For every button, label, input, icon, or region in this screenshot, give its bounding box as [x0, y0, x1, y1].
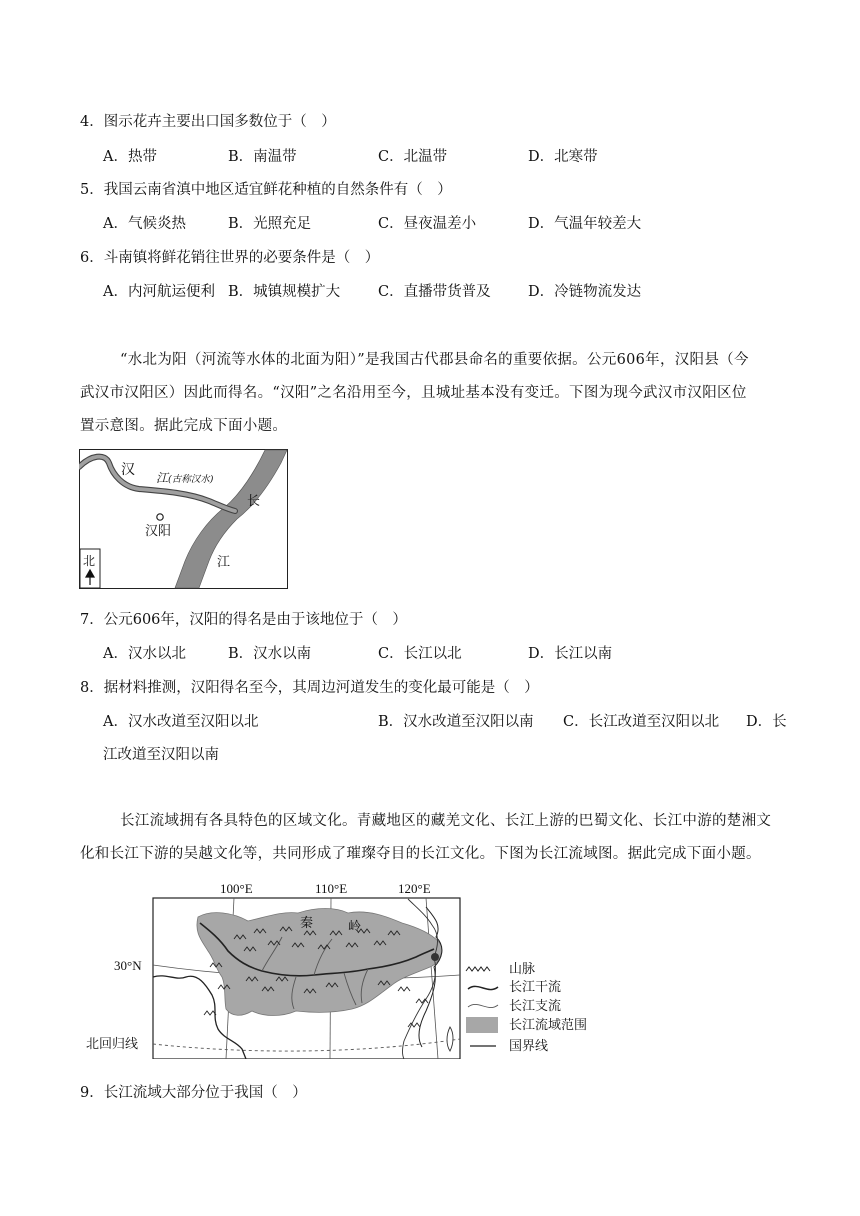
q8-option-d-part2: 江改道至汉阳以南	[103, 747, 219, 763]
yangtze-basin-map	[86, 877, 606, 1059]
han-label-note: (古称汉水)	[168, 474, 214, 485]
q5-option-a: A．气候炎热	[103, 216, 186, 232]
qinling-label-1: 秦	[300, 916, 314, 931]
question-4-stem: 4．图示花卉主要出口国多数位于（ ）	[80, 114, 336, 130]
q4-option-c: C．北温带	[378, 149, 448, 165]
q6-option-d: D．冷链物流发达	[528, 284, 642, 300]
q7-option-b: B．汉水以南	[228, 646, 312, 662]
q5-option-c: C．昼夜温差小	[378, 216, 477, 232]
q5-option-b: B．光照充足	[228, 216, 312, 232]
q5-option-d: D．气温年较差大	[528, 216, 642, 232]
q8-option-c: C．长江改道至汉阳以北	[563, 714, 720, 730]
legend-mountain-icon	[466, 967, 490, 971]
legend-tributary-icon	[468, 1004, 498, 1007]
q6-option-c: C．直播带货普及	[378, 284, 491, 300]
q8-option-a: A．汉水改道至汉阳以北	[103, 714, 259, 730]
yangtze-label-1: 长	[247, 494, 261, 509]
han-label-2: 江	[156, 471, 169, 485]
q4-option-b: B．南温带	[228, 149, 297, 165]
q6-option-a: A．内河航运便利	[103, 284, 215, 300]
legend-basin-icon	[466, 1017, 498, 1033]
map-legend	[466, 962, 587, 1054]
qinling-label-2: 岭	[348, 920, 362, 935]
hanyang-location-map	[79, 449, 288, 589]
q7-option-c: C．长江以北	[378, 646, 462, 662]
passage-hanyang	[80, 344, 790, 443]
question-5-stem: 5．我国云南省滇中地区适宜鲜花种植的自然条件有（ ）	[80, 182, 452, 198]
question-6-stem: 6．斗南镇将鲜花销往世界的必要条件是（ ）	[80, 250, 380, 266]
legend-mainstream-icon	[468, 986, 498, 989]
legend-tributary: 长江支流	[509, 999, 562, 1014]
question-9-stem: 9．长江流域大部分位于我国（ ）	[80, 1085, 307, 1101]
lon-100-label: 100°E	[220, 881, 253, 896]
legend-border: 国界线	[509, 1039, 549, 1054]
passage-hanyang-line-3: 置示意图。据此完成下面小题。	[80, 418, 288, 434]
hanyang-city-label: 汉阳	[145, 524, 172, 539]
lon-120-label: 120°E	[398, 881, 431, 896]
legend-mountain: 山脉	[509, 962, 536, 977]
q4-option-a: A．热带	[103, 149, 157, 165]
q8-option-b: B．汉水改道至汉阳以南	[378, 714, 534, 730]
q7-option-d: D．长江以南	[528, 646, 613, 662]
passage-yangtze-line-1: 长江流域拥有各具特色的区域文化。青藏地区的藏羌文化、长江上游的巴蜀文化、长江中游的楚湘文	[120, 813, 772, 829]
legend-basin: 长江流域范围	[509, 1018, 588, 1033]
hanyang-city-marker	[157, 514, 163, 520]
q7-option-a: A．汉水以北	[103, 646, 186, 662]
passage-hanyang-line-1: “水北为阳（河流等水体的北面为阳）”是我国古代郡县命名的重要依据。公元606年，汉阳县（今	[120, 352, 749, 368]
passage-yangtze-culture	[80, 805, 790, 871]
tropic-label: 北回归线	[86, 1037, 139, 1052]
legend-mainstream: 长江干流	[509, 980, 562, 995]
passage-yangtze-line-2: 化和长江下游的吴越文化等，共同形成了璀璨夺目的长江文化。下图为长江流域图。据此完成下面小题。	[80, 846, 761, 862]
question-8-stem: 8．据材料推测，汉阳得名至今，其周边河道发生的变化最可能是（ ）	[80, 680, 539, 696]
lat-30-label: 30°N	[114, 958, 142, 973]
han-label-1: 汉	[121, 462, 135, 478]
q4-option-d: D．北寒带	[528, 149, 598, 165]
passage-hanyang-line-2: 武汉市汉阳区）因此而得名。“汉阳”之名沿用至今，且城址基本没有变迁。下图为现今武汉市汉阳区位	[80, 385, 747, 401]
lon-110-label: 110°E	[315, 881, 348, 896]
q6-option-b: B．城镇规模扩大	[228, 284, 341, 300]
yangtze-label-2: 江	[217, 555, 231, 570]
north-label: 北	[83, 554, 96, 568]
question-7-stem: 7．公元606年，汉阳的得名是由于该地位于（ ）	[80, 612, 407, 628]
river-mouth-marker	[431, 953, 439, 961]
q8-option-d-part1: D．长	[746, 714, 787, 730]
